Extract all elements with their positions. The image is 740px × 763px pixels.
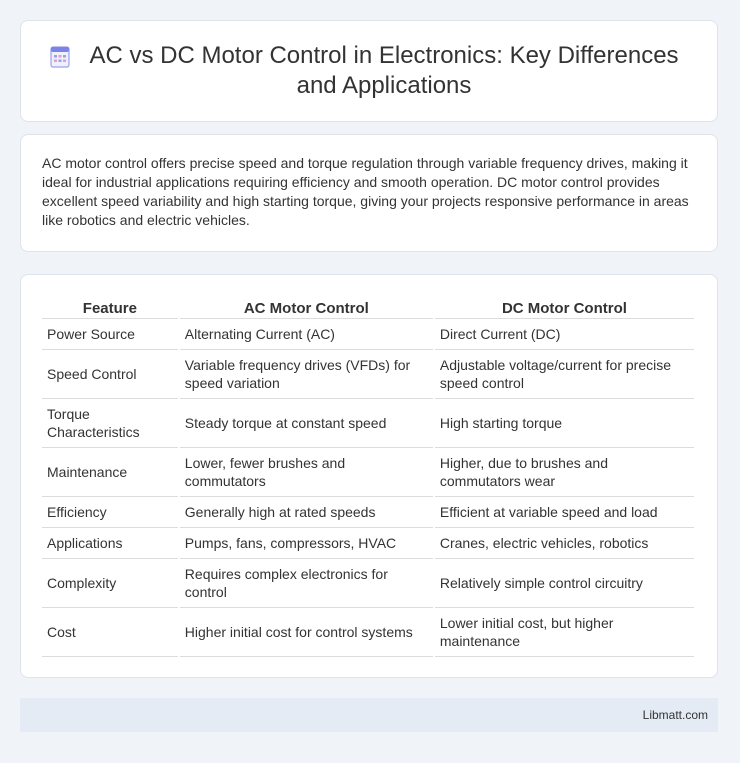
table-row xyxy=(42,497,694,528)
feature-cell: Maintenance xyxy=(42,448,178,497)
header-ac-motor-control: AC Motor Control xyxy=(180,297,433,319)
dc-cell: Efficient at variable speed and load xyxy=(435,497,694,528)
dc-cell: Relatively simple control circuitry xyxy=(435,559,694,608)
table-row xyxy=(42,608,694,657)
header-feature: Feature xyxy=(42,297,178,319)
intro-card xyxy=(20,134,718,252)
table-row xyxy=(42,448,694,497)
ac-cell: Lower, fewer brushes and commutators xyxy=(180,448,433,497)
comparison-table xyxy=(40,297,696,657)
dc-cell: High starting torque xyxy=(435,399,694,448)
table-row xyxy=(42,319,694,350)
ac-cell: Generally high at rated speeds xyxy=(180,497,433,528)
feature-cell: Power Source xyxy=(42,319,178,350)
dc-cell: Lower initial cost, but higher maintenance xyxy=(435,608,694,657)
feature-cell: Speed Control xyxy=(42,350,178,399)
header-dc-motor-control: DC Motor Control xyxy=(435,297,694,319)
table-row xyxy=(42,559,694,608)
table-row xyxy=(42,350,694,399)
feature-cell: Applications xyxy=(42,528,178,559)
table-header-row xyxy=(42,297,694,319)
footer-brand-link[interactable]: Libmatt.com xyxy=(642,708,708,722)
dc-cell: Adjustable voltage/current for precise speed control xyxy=(435,350,694,399)
feature-cell: Cost xyxy=(42,608,178,657)
feature-cell: Torque Characteristics xyxy=(42,399,178,448)
dc-cell: Higher, due to brushes and commutators wear xyxy=(435,448,694,497)
ac-cell: Variable frequency drives (VFDs) for speed variation xyxy=(180,350,433,399)
dc-cell: Direct Current (DC) xyxy=(435,319,694,350)
dc-cell: Cranes, electric vehicles, robotics xyxy=(435,528,694,559)
comparison-card xyxy=(20,274,718,678)
document-icon xyxy=(49,45,71,69)
ac-cell: Alternating Current (AC) xyxy=(180,319,433,350)
ac-cell: Steady torque at constant speed xyxy=(180,399,433,448)
footer xyxy=(20,698,718,732)
ac-cell: Higher initial cost for control systems xyxy=(180,608,433,657)
feature-cell: Efficiency xyxy=(42,497,178,528)
intro-paragraph: AC motor control offers precise speed and torque regulation through variable frequency drives, making it ideal for industrial applications requiring efficiency and smooth operation. DC motor control provides excellent speed variability and high starting torque, giving your projects responsive performance in areas like robotics and electric vehicles. xyxy=(42,155,689,228)
table-row xyxy=(42,528,694,559)
page-title: AC vs DC Motor Control in Electronics: Key Differences and Applications xyxy=(89,42,679,99)
feature-cell: Complexity xyxy=(42,559,178,608)
title-card xyxy=(20,20,718,122)
table-row xyxy=(42,399,694,448)
title-wrap xyxy=(49,41,689,101)
ac-cell: Pumps, fans, compressors, HVAC xyxy=(180,528,433,559)
ac-cell: Requires complex electronics for control xyxy=(180,559,433,608)
